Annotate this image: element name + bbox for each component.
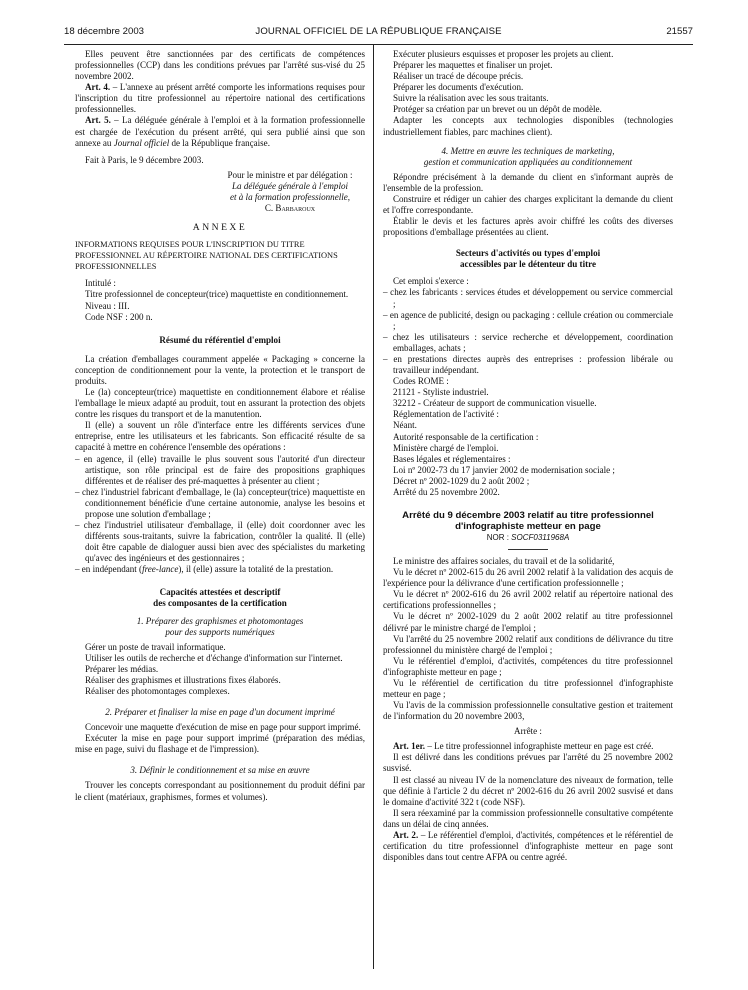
visa: Vu l'avis de la commission professionnelle consultative gestion et traitement de l'information du 20 novembre 2003, (383, 700, 673, 722)
paragraph: Elles peuvent être sanctionnées par des certificats de compétences professionnelles (CCP) dans les conditions prévues par l'arrêté sus-visé du 25 novembre 2002. (75, 49, 365, 82)
list-item: Préparer les maquettes et finaliser un projet. (393, 60, 553, 71)
list-item: Préparer les médias. (85, 663, 159, 674)
section-heading: Secteurs d'activités ou types d'emploi (455, 248, 601, 259)
niveau: Niveau : III. (85, 300, 130, 311)
visa: Vu le décret nº 2002-616 du 26 avril 2002 relatif au répertoire national des certifications professionnelles ; (383, 589, 673, 611)
reglementation-label: Réglementation de l'activité : (393, 409, 499, 420)
list-item: Adapter les concepts aux technologies disponibles (technologies industriellement fiables, parc machines client). (383, 115, 673, 137)
info-title: INFORMATIONS REQUISES POUR L'INSCRIPTION DU TITRE PROFESSIONNEL AU RÉPERTOIRE NATIONAL DES CERTIFICATIONS PROFESSIONNELLES (75, 240, 338, 272)
subsection-heading: 2. Préparer et finaliser la mise en page d'un document imprimé (105, 707, 335, 718)
section-heading: des composantes de la certification (153, 598, 287, 609)
arrete-heading: Arrête : (514, 726, 542, 737)
list-text: ), il (elle) assure la totalité de la prestation. (178, 564, 334, 575)
section-heading: accessibles par le détenteur du titre (460, 259, 596, 270)
list-item: – en agence, il (elle) travaille le plus souvent sous l'autorité d'un directeur artistique, son rôle principal est de faire des propositions graphiques différentes et de réaliser des pré-maquettes à présenter au client ; (75, 453, 365, 486)
right-column (383, 49, 673, 863)
list-item: – chez les fabricants : services études et développement ou service commercial ; (383, 287, 673, 309)
arrete-title: Arrêté du 9 décembre 2003 relatif au titre professionnel d'infographiste metteur en page (402, 509, 654, 532)
intitule-label: Intitulé : (85, 278, 116, 289)
paragraph: La création d'emballages couramment appelée « Packaging » concerne la conception de conditionnement pour la vente, la protection et le transport de produits. (75, 353, 365, 386)
autorite-label: Autorité responsable de la certification : (393, 431, 539, 442)
header-rule (64, 44, 693, 45)
journal-title: JOURNAL OFFICIEL DE LA RÉPUBLIQUE FRANÇAISE (255, 26, 502, 37)
subsection-heading: 3. Définir le conditionnement et sa mise en œuvre (130, 765, 310, 776)
article-label: Art. 2. (393, 829, 419, 840)
bases-item: Arrêté du 25 novembre 2002. (393, 486, 500, 497)
autorite-value: Ministère chargé de l'emploi. (393, 442, 499, 453)
list-item: Réaliser un tracé de découpe précis. (393, 71, 524, 82)
article-label: Art. 1er. (393, 741, 426, 752)
paragraph: Il (elle) a souvent un rôle d'interface entre les différents services d'une entreprise, entre les utilisateurs et les fabricants. Son efficacité résulte de sa capacité à mettre en cohérence l'ensemble des opérations : (75, 420, 365, 453)
visa: Vu le référentiel d'emploi, d'activités, compétences du titre professionnel d'infographiste metteur en page ; (383, 655, 673, 677)
visa: Vu le décret nº 2002-1029 du 2 août 2002 relatif au titre professionnel délivré par le ministre chargé de l'emploi ; (383, 611, 673, 633)
list-item: Exécuter la mise en page pour support imprimé (préparation des médias, mise en page, suivi du flashage et de l'impression). (75, 733, 365, 755)
list-item: – chez l'industriel fabricant d'emballage, le (la) concepteur(trice) maquettiste en conditionnement bénéficie d'une certaine autonomie, analyse les besoins et propose une solution d'emballage ; (75, 486, 365, 519)
list-text-italic: free-lance (142, 564, 179, 575)
rome-code: 21121 - Styliste industriel. (393, 387, 489, 398)
visa: Vu le référentiel de certification du titre professionnel d'infographiste metteur en page ; (383, 677, 673, 699)
code-nsf: Code NSF : 200 n. (85, 311, 153, 322)
titre: Titre professionnel de concepteur(trice) maquettiste en conditionnement. (85, 289, 349, 300)
column-divider (373, 44, 374, 969)
reglementation-value: Néant. (393, 420, 417, 431)
article-text: – Le titre professionnel infographiste metteur en page est créé. (425, 741, 654, 752)
list-item: Exécuter plusieurs esquisses et proposer les projets au client. (393, 49, 614, 59)
list-item (75, 564, 365, 575)
paragraph: Il est délivré dans les conditions prévues par l'arrêté du 25 novembre 2002 susvisé. (383, 752, 673, 774)
signature-line: et à la formation professionnelle, (229, 191, 351, 202)
list-item: Réaliser des graphismes et illustrations fixes élaborés. (85, 674, 281, 685)
signatory-name: C. Barbaroux (264, 203, 316, 214)
bases-label: Bases légales et réglementaires : (393, 453, 511, 464)
section-heading: Résumé du référentiel d'emploi (159, 334, 281, 345)
signature-line: La déléguée générale à l'emploi (232, 180, 348, 191)
list-item: Préparer les documents d'exécution. (393, 82, 524, 93)
bases-item: Loi nº 2002-73 du 17 janvier 2002 de modernisation sociale ; (393, 464, 615, 475)
list-item: Réaliser des photomontages complexes. (85, 685, 230, 696)
subsection-heading: 4. Mettre en œuvre les techniques de marketing, (441, 145, 615, 156)
article-text: – La déléguée générale à l'emploi et à la formation professionnelle est chargée de l'exécution du présent arrêté, qui sera publié ainsi que son annexe au (75, 115, 366, 148)
nor-reference (383, 532, 673, 543)
article-text: de la République française. (169, 137, 270, 148)
list-item: Suivre la réalisation avec les sous traitants. (393, 93, 549, 104)
list-item: Utiliser les outils de recherche et d'échange d'information sur l'internet. (85, 652, 343, 663)
annexe-heading: ANNEXE (192, 222, 248, 234)
article-label: Art. 4. (85, 82, 111, 93)
subsection-heading: gestion et communication appliquées au conditionnement (423, 156, 633, 167)
left-column (75, 49, 365, 803)
list-item: Construire et rédiger un cahier des charges explicitant la demande du client et l'offre correspondante. (383, 193, 673, 216)
list-item: – en prestations directes auprès des entreprises : profession libérale ou travailleur indépendant. (383, 353, 673, 376)
paragraph: Il est classé au niveau IV de la nomenclature des niveaux de formation, telle que définie à l'article 2 du décret nº 2002-616 du 26 avril 2002 susvisé et dans le domaine d'activité 322 t (code NSF). (383, 774, 673, 807)
paragraph: Cet emploi s'exerce : (393, 276, 469, 287)
fait-a-paris: Fait à Paris, le 9 décembre 2003. (85, 154, 204, 165)
list-item: Gérer un poste de travail informatique. (85, 641, 226, 652)
list-item: Trouver les concepts correspondant au positionnement du produit défini par le client (matériaux, graphismes, formes et volumes). (75, 780, 365, 802)
list-item: Répondre précisément à la demande du client en s'informant auprès de l'ensemble de la profession. (383, 171, 673, 193)
nor-label: NOR : (486, 532, 512, 542)
bases-item: Décret nº 2002-1029 du 2 août 2002 ; (393, 475, 530, 486)
rome-code: 32212 - Créateur de support de communication visuelle. (393, 398, 597, 409)
list-item: Protéger sa création par un brevet ou un dépôt de modèle. (393, 104, 602, 115)
article-4 (75, 82, 365, 115)
list-text: – en indépendant ( (75, 564, 143, 575)
list-item: Établir le devis et les factures après avoir chiffré les coûts des diverses propositions d'emballage présentées au client. (383, 216, 673, 238)
separator (508, 549, 548, 550)
subsection-heading: 1. Préparer des graphismes et photomontages (136, 615, 304, 626)
article-1 (383, 741, 673, 752)
paragraph: Il sera réexaminé par la commission professionnelle consultative compétente dans un délai de cinq années. (383, 807, 673, 829)
list-item: Concevoir une maquette d'exécution de mise en page pour support imprimé. (85, 722, 361, 733)
header-date: 18 décembre 2003 (64, 26, 145, 37)
list-item: – en agence de publicité, design ou packaging : cellule création ou commerciale ; (383, 309, 673, 331)
journal-name: Journal officiel (113, 137, 170, 148)
article-text: – Le référentiel d'emploi, d'activités, compétences et le référentiel de certification du titre professionnel d'infographiste metteur en page sont disponibles dans tout centre AFPA ou centre agréé. (383, 829, 673, 863)
list-item: – chez les utilisateurs : service recherche et développement, coordination emballages, achats ; (383, 331, 673, 353)
article-2 (383, 830, 673, 863)
visa: Le ministre des affaires sociales, du travail et de la solidarité, (393, 556, 615, 567)
paragraph: Le (la) concepteur(trice) maquettiste en conditionnement élabore et réalise l'emballage le mieux adapté au produit, tout en assurant la protection des objets contre les risques du transport et de la manutention. (75, 387, 365, 420)
nor-code: SOCF0311968A (511, 532, 570, 542)
visa: Vu l'arrêté du 25 novembre 2002 relatif aux conditions de délivrance du titre professionnel du ministère chargé de l'emploi ; (383, 633, 673, 655)
page-header (64, 26, 693, 40)
page-number: 21557 (666, 26, 693, 37)
visa: Vu le décret nº 2002-615 du 26 avril 2002 relatif à la validation des acquis de l'expérience pour la délivrance d'une certification professionnelle ; (383, 567, 673, 589)
section-heading: Capacités attestées et descriptif (159, 587, 281, 598)
article-text: – L'annexe au présent arrêté comporte les informations requises pour l'inscription du titre professionnel au répertoire national des certifications professionnelles. (75, 82, 365, 115)
list-item: – chez l'industriel utilisateur d'emballage, il (elle) doit coordonner avec les différents sous-traitants, suivre la fabrication, contrôler la qualité. Il (elle) doit être capable de dialoguer aussi bien avec des spécialistes du marketing qu'avec des ingénieurs et des gestionnaires ; (75, 519, 365, 564)
rome-label: Codes ROME : (393, 376, 449, 387)
article-5 (75, 115, 365, 148)
article-label: Art. 5. (85, 115, 111, 126)
subsection-heading: pour des supports numériques (165, 626, 275, 637)
signature-line: Pour le ministre et par délégation : (227, 169, 353, 180)
